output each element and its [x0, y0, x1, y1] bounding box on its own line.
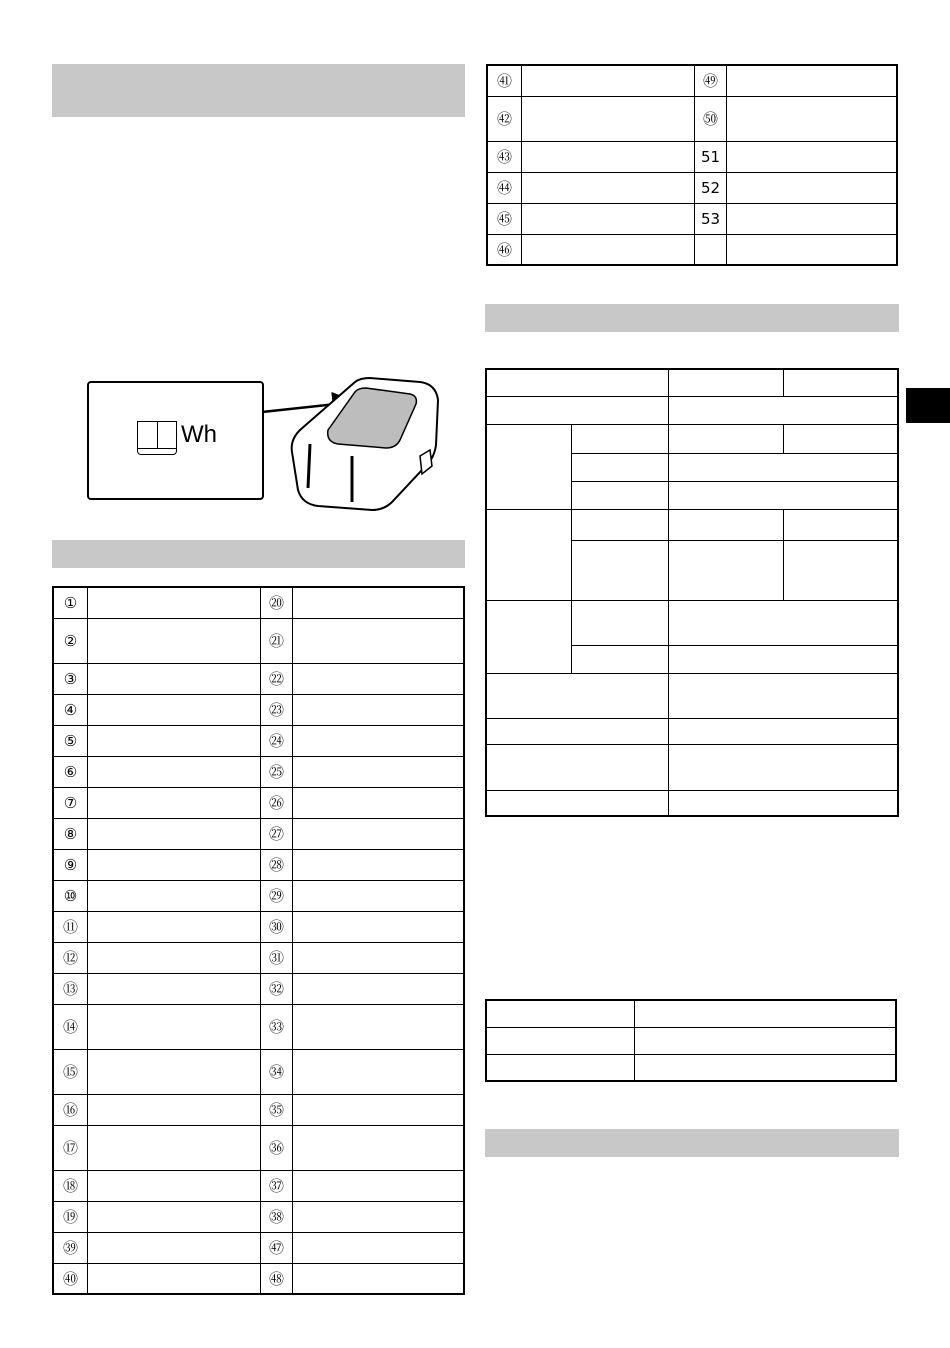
part-description — [727, 65, 898, 96]
wh-unit-label: Wh — [181, 421, 217, 448]
part-number: ⑧ — [53, 818, 88, 849]
parts-row — [53, 618, 464, 663]
part-description — [522, 96, 695, 141]
part-number: 52 — [695, 172, 727, 203]
battery-latch-left — [308, 444, 310, 488]
part-description — [293, 973, 465, 1004]
part-description — [727, 172, 898, 203]
part-number: ㉕ — [261, 756, 293, 787]
part-number: ㉝ — [261, 1004, 293, 1049]
parts-row — [53, 756, 464, 787]
parts-row — [53, 694, 464, 725]
part-description — [293, 618, 465, 663]
part-number: ㊴ — [53, 1232, 88, 1263]
part-description — [88, 942, 261, 973]
part-number: ③ — [53, 663, 88, 694]
part-description — [293, 911, 465, 942]
parts-row — [53, 880, 464, 911]
part-number: ㉔ — [261, 725, 293, 756]
part-number: ㊹ — [487, 172, 522, 203]
part-description — [293, 1004, 465, 1049]
part-number: ⑤ — [53, 725, 88, 756]
part-number: ㉓ — [261, 694, 293, 725]
part-description — [727, 96, 898, 141]
part-number: ㊳ — [261, 1201, 293, 1232]
side-thumb-tab — [906, 388, 950, 423]
part-number: ㊾ — [695, 65, 727, 96]
part-number: ㊼ — [261, 1232, 293, 1263]
part-number: ⑱ — [53, 1170, 88, 1201]
parts-row — [53, 849, 464, 880]
part-description — [88, 587, 261, 618]
parts-row — [53, 911, 464, 942]
parts-row — [53, 1004, 464, 1049]
part-number: ㉒ — [261, 663, 293, 694]
part-number: ① — [53, 587, 88, 618]
part-description — [88, 880, 261, 911]
specifications-header-bar — [485, 304, 899, 332]
parts-row — [53, 1125, 464, 1170]
part-description — [522, 203, 695, 234]
part-description — [88, 1125, 261, 1170]
part-number: ㉖ — [261, 787, 293, 818]
part-number: ㊻ — [487, 234, 522, 265]
parts-row — [53, 1170, 464, 1201]
parts-row — [53, 787, 464, 818]
parts-row — [487, 172, 897, 203]
part-description — [727, 203, 898, 234]
part-number: ⑬ — [53, 973, 88, 1004]
part-number: ⑩ — [53, 880, 88, 911]
part-description — [293, 1049, 465, 1094]
parts-row — [53, 663, 464, 694]
part-description — [727, 234, 898, 265]
part-number: ㊶ — [487, 65, 522, 96]
part-description — [293, 1201, 465, 1232]
part-description — [293, 663, 465, 694]
part-number: ㉙ — [261, 880, 293, 911]
part-number: ⑨ — [53, 849, 88, 880]
part-description — [88, 818, 261, 849]
part-number: ㊽ — [261, 1263, 293, 1294]
secondary-spec-table — [485, 999, 897, 1082]
part-description — [293, 849, 465, 880]
part-number: ⑫ — [53, 942, 88, 973]
part-number: ⑳ — [261, 587, 293, 618]
part-number: ㉛ — [261, 942, 293, 973]
part-description — [88, 1263, 261, 1294]
part-description — [293, 1170, 465, 1201]
part-number: ⑦ — [53, 787, 88, 818]
parts-row — [487, 234, 897, 265]
part-description — [293, 756, 465, 787]
part-description — [293, 587, 465, 618]
left-section-header-bar — [52, 64, 465, 117]
parts-row — [53, 942, 464, 973]
parts-row — [487, 141, 897, 172]
part-description — [293, 818, 465, 849]
battery-pack-illustration — [260, 370, 520, 520]
bottom-section-header-bar — [485, 1129, 899, 1157]
parts-row — [53, 818, 464, 849]
part-number: 53 — [695, 203, 727, 234]
part-number: ㊿ — [695, 96, 727, 141]
part-number: ㊵ — [53, 1263, 88, 1294]
part-number: ⑯ — [53, 1094, 88, 1125]
part-number: ㊲ — [261, 1170, 293, 1201]
part-description — [88, 756, 261, 787]
part-description — [293, 1125, 465, 1170]
part-number: ㉟ — [261, 1094, 293, 1125]
parts-section-header-bar — [52, 540, 465, 568]
wh-value-cells — [137, 421, 177, 449]
part-description — [293, 725, 465, 756]
parts-row — [53, 1263, 464, 1294]
parts-row — [53, 725, 464, 756]
specifications-table — [485, 368, 899, 817]
parts-row — [53, 973, 464, 1004]
part-description — [522, 65, 695, 96]
part-number: ⑭ — [53, 1004, 88, 1049]
part-description — [88, 1094, 261, 1125]
part-description — [88, 694, 261, 725]
part-description — [522, 172, 695, 203]
part-description — [88, 1170, 261, 1201]
wh-callout-box — [87, 381, 264, 500]
part-number: ⑮ — [53, 1049, 88, 1094]
part-description — [88, 663, 261, 694]
part-number: ㉚ — [261, 911, 293, 942]
parts-row — [487, 203, 897, 234]
part-description — [293, 694, 465, 725]
part-description — [88, 1004, 261, 1049]
part-description — [88, 1049, 261, 1094]
parts-table-right — [486, 64, 898, 266]
part-number: ㊸ — [487, 141, 522, 172]
part-number: ㉘ — [261, 849, 293, 880]
parts-row — [53, 587, 464, 618]
part-description — [88, 1232, 261, 1263]
part-number: ㉜ — [261, 973, 293, 1004]
part-description — [522, 141, 695, 172]
part-description — [522, 234, 695, 265]
part-number: ㉞ — [261, 1049, 293, 1094]
part-number: ㉑ — [261, 618, 293, 663]
part-description — [293, 880, 465, 911]
part-description — [88, 911, 261, 942]
wh-brace — [137, 449, 177, 455]
parts-row — [53, 1201, 464, 1232]
part-number: ㊷ — [487, 96, 522, 141]
part-description — [88, 618, 261, 663]
part-number: ⑪ — [53, 911, 88, 942]
part-description — [293, 1094, 465, 1125]
part-description — [293, 1263, 465, 1294]
part-description — [88, 973, 261, 1004]
parts-row — [53, 1232, 464, 1263]
parts-row — [487, 96, 897, 141]
parts-row — [53, 1094, 464, 1125]
part-description — [727, 141, 898, 172]
part-description — [88, 1201, 261, 1232]
parts-row — [53, 1049, 464, 1094]
part-number: ㊺ — [487, 203, 522, 234]
part-description — [293, 787, 465, 818]
part-number: ⑲ — [53, 1201, 88, 1232]
part-number: 51 — [695, 141, 727, 172]
parts-table-left — [52, 586, 465, 1295]
part-number: ② — [53, 618, 88, 663]
part-number: ㊱ — [261, 1125, 293, 1170]
part-description — [88, 725, 261, 756]
part-number: ⑰ — [53, 1125, 88, 1170]
part-description — [293, 942, 465, 973]
parts-row — [487, 65, 897, 96]
part-number: ④ — [53, 694, 88, 725]
part-description — [293, 1232, 465, 1263]
part-number: ㉗ — [261, 818, 293, 849]
part-description — [88, 787, 261, 818]
part-number — [695, 234, 727, 265]
part-description — [88, 849, 261, 880]
part-number: ⑥ — [53, 756, 88, 787]
